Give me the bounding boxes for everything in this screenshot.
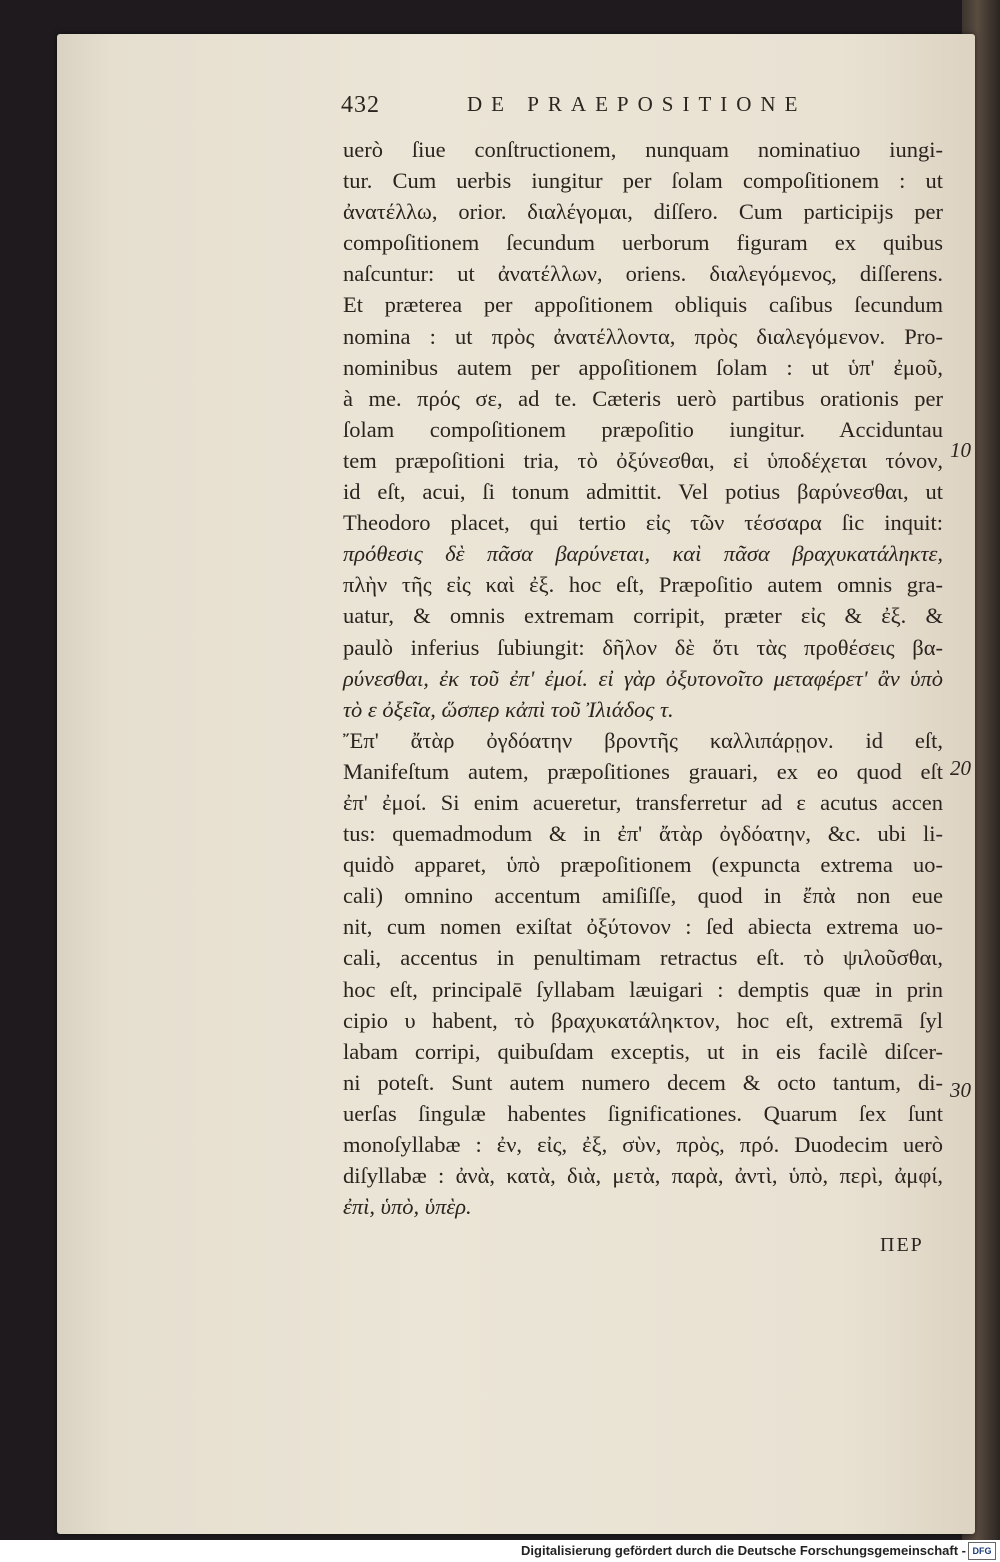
- text-line: Et præterea per appoſitionem obliquis caſibus ſecundum: [343, 292, 943, 318]
- text-line: nomina : ut πρὸς ἀνατέλλοντα, πρὸς διαλεγόμενον. Pro-: [343, 323, 943, 349]
- text-line: ἐπὶ, ὑπὸ, ὑπὲρ.: [343, 1194, 472, 1220]
- text-line: quidò apparet, ὑπὸ præpoſitionem (expuncta extrema uo-: [343, 852, 943, 878]
- text-line: Ἔπ' ἄτὰρ ὀγδόατην βροντῆς καλλιπάρῃον. id eſt,: [343, 727, 943, 753]
- text-line: Theodoro placet, qui tertio εἰς τῶν τέσσαρα ſic inquit:: [343, 510, 943, 536]
- text-line: uatur, & omnis extremam corripit, præter εἰς & ἐξ. &: [343, 603, 943, 629]
- text-line: à me. πρός σε, ad te. Cæteris uerò partibus orationis per: [343, 385, 943, 411]
- margin-line-number: 30: [950, 1078, 971, 1102]
- text-line: tus: quemadmodum & in ἐπ' ἄτὰρ ὀγδόατην, &c. ubi li-: [343, 821, 943, 847]
- text-line: πρόθεσις δὲ πᾶσα βαρύνεται, καὶ πᾶσα βραχυκατάληκτε,: [343, 541, 943, 567]
- text-line: uerſas ſingulæ habentes ſignificationes. Quarum ſex ſunt: [343, 1100, 943, 1126]
- text-line: nit, cum nomen exiſtat ὀξύτονον : ſed abiecta extrema uo-: [343, 914, 943, 940]
- catchword: ΠΕΡ: [880, 1234, 924, 1256]
- text-line: ἐπ' ἐμοί. Si enim acueretur, transferretur ad ε acutus accen: [343, 789, 943, 815]
- text-line: monoſyllabæ : ἐν, εἰς, ἐξ, σὺν, πρὸς, πρό. Duodecim uerò: [343, 1132, 943, 1157]
- running-title: DE PRAEPOSITIONE: [467, 92, 807, 116]
- body-text: [343, 134, 943, 1222]
- text-line: Manifeſtum autem, præpoſitiones grauari, ex eo quod eſt: [343, 758, 943, 784]
- text-line: cipio υ habent, τὸ βραχυκατάληκτον, hoc eſt, extremā ſyl: [343, 1007, 943, 1033]
- text-line: hoc eſt, principalē ſyllabam læuigari : demptis quæ in prin: [343, 976, 943, 1002]
- text-line: ni poteſt. Sunt autem numero decem & octo tantum, di-: [343, 1069, 943, 1095]
- text-line: cali, accentus in penultimam retractus eſt. τὸ ψιλοῦσθαι,: [343, 945, 943, 971]
- text-line: naſcuntur: ut ἀνατέλλων, oriens. διαλεγόμενος, diſſerens.: [343, 261, 943, 287]
- text-line: compoſitionem ſecundum uerborum figuram ex quibus: [343, 230, 943, 256]
- text-line: nominibus autem per appoſitionem ſolam : ut ὑπ' ἐμοῦ,: [343, 354, 943, 380]
- text-line: labam corripi, quibuſdam exceptis, ut in eis facilè diſcer-: [343, 1038, 943, 1064]
- running-head: [341, 92, 941, 126]
- dfg-logo: DFG: [968, 1542, 996, 1560]
- text-line: τὸ ε ὀξεῖα, ὥσπερ κἀπὶ τοῦ Ἰλιάδος τ.: [343, 696, 674, 722]
- text-line: id eſt, acui, ſi tonum admittit. Vel potius βαρύνεσθαι, ut: [343, 479, 943, 505]
- text-line: tem præpoſitioni tria, τὸ ὀξύνεσθαι, εἰ ὑποδέχεται τόνον,: [343, 447, 943, 473]
- text-line: πλὴν τῆς εἰς καὶ ἐξ. hoc eſt, Præpoſitio autem omnis gra-: [343, 572, 943, 598]
- page-number: 432: [341, 92, 380, 118]
- text-line: ἀνατέλλω, orior. διαλέγομαι, diſſero. Cum participijs per: [343, 199, 943, 225]
- text-line: cali) omnino accentum amiſiſſe, quod in ἔπὰ non eue: [343, 883, 943, 909]
- text-line: diſyllabæ : ἀνὰ, κατὰ, διὰ, μετὰ, παρὰ, ἀντὶ, ὑπὸ, περὶ, ἀμφί,: [343, 1163, 943, 1189]
- text-line: ſolam compoſitionem præpoſitio iungitur. Acciduntau: [343, 416, 943, 442]
- text-line: tur. Cum uerbis iungitur per ſolam compoſitionem : ut: [343, 168, 943, 194]
- funding-note: Digitalisierung gefördert durch die Deutsche Forschungsgemeinschaft -: [521, 1543, 966, 1558]
- text-line: paulò inferius ſubiungit: δῆλον δὲ ὅτι τὰς προθέσεις βα-: [343, 634, 943, 660]
- margin-line-number: 20: [950, 756, 971, 780]
- text-line: ρύνεσθαι, ἐκ τοῦ ἐπ' ἐμοί. εἰ γὰρ ὀξυτονοῖτο μεταφέρετ' ἂν ὑπὸ: [343, 665, 943, 691]
- margin-line-number: 10: [950, 438, 971, 462]
- text-line: uerò ſiue conſtructionem, nunquam nominatiuo iungi-: [343, 137, 943, 162]
